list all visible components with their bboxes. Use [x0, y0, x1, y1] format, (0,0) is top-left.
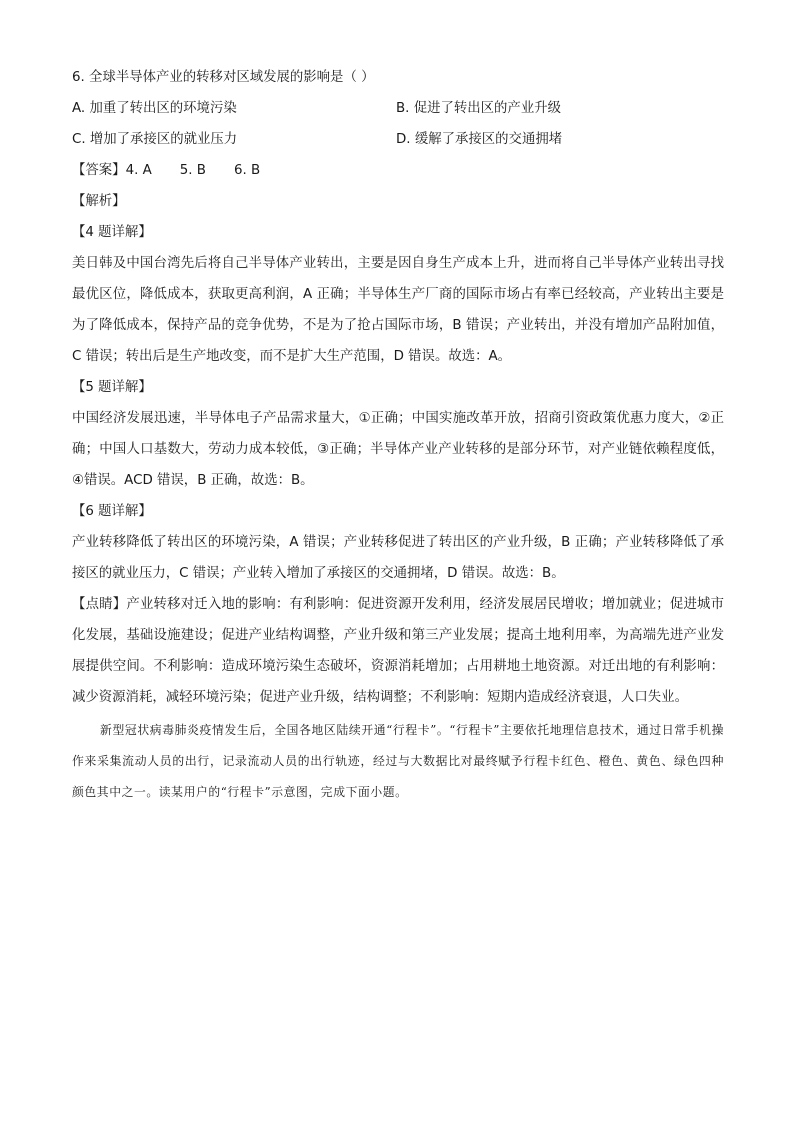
- document-page: [72, 62, 724, 808]
- option-c: C. 增加了承接区的就业压力: [72, 132, 238, 147]
- answer-6: 6. B: [234, 163, 261, 178]
- answer-line: [72, 155, 724, 186]
- answer-tag: 【答案】: [72, 163, 126, 178]
- option-b: B. 促进了转出区的产业升级: [396, 101, 561, 116]
- question-6-stem: 6. 全球半导体产业的转移对区域发展的影响是（ ）: [72, 70, 375, 85]
- q4-detail-text: 美日韩及中国台湾先后将自己半导体产业转出，主要是因自身生产成本上升，进而将自己半导体产业转出寻找最优区位，降低成本，获取更高利润，A 正确；半导体生产厂商的国际市场占有率已经较高，产业转出主要是为了降低成本，保持产品的竞争优势，不是为了抢占国际市场，B 错误；产业转出，并没有增加产品附加值，C 错误；转出后是生产地改变，而不是扩大生产范围，D 错误。故选：A。: [72, 256, 724, 364]
- material-paragraph: 新型冠状病毒肺炎疫情发生后，全国各地区陆续开通“行程卡”。“行程卡”主要依托地理信息技术，通过日常手机操作来采集流动人员的出行，记录流动人员的出行轨迹，经过与大数据比对最终赋予行程卡红色、橙色、黄色、绿色四种颜色其中之一。读某用户的“行程卡”示意图，完成下面小题。: [72, 723, 724, 799]
- options-row-ab: [72, 93, 724, 124]
- options-row-cd: [72, 124, 724, 155]
- dianjing-paragraph: [72, 589, 724, 713]
- q5-detail-title: 【5 题详解】: [72, 380, 152, 395]
- option-a: A. 加重了转出区的环境污染: [72, 101, 237, 116]
- answer-4: 4. A: [125, 163, 152, 178]
- answer-5: 5. B: [179, 163, 206, 178]
- dianjing-tag: 【点睛】: [72, 597, 127, 612]
- option-d: D. 缓解了承接区的交通拥堵: [396, 132, 563, 147]
- q4-detail-title: 【4 题详解】: [72, 225, 152, 240]
- analysis-tag: 【解析】: [72, 194, 126, 209]
- q5-detail-text: 中国经济发展迅速，半导体电子产品需求量大，①正确；中国实施改革开放，招商引资政策优惠力度大，②正确；中国人口基数大，劳动力成本较低，③正确；半导体产业产业转移的是部分环节，对产业链依赖程度低，④错误。ACD 错误，B 正确，故选：B。: [72, 411, 724, 488]
- q6-detail-text: 产业转移降低了转出区的环境污染，A 错误；产业转移促进了转出区的产业升级，B 正确；产业转移降低了承接区的就业压力，C 错误；产业转入增加了承接区的交通拥堵，D 错误。故选：B。: [72, 535, 724, 581]
- dianjing-text: 产业转移对迁入地的影响：有利影响：促进资源开发利用，经济发展居民增收；增加就业；促进城市化发展，基础设施建设；促进产业结构调整，产业升级和第三产业发展；提高土地利用率，为高端先进产业发展提供空间。不利影响：造成环境污染生态破坏，资源消耗增加；占用耕地土地资源。对迁出地的有利影响：减少资源消耗，减轻环境污染；促进产业升级，结构调整；不利影响：短期内造成经济衰退，人口失业。: [72, 597, 725, 705]
- q6-detail-title: 【6 题详解】: [72, 504, 152, 519]
